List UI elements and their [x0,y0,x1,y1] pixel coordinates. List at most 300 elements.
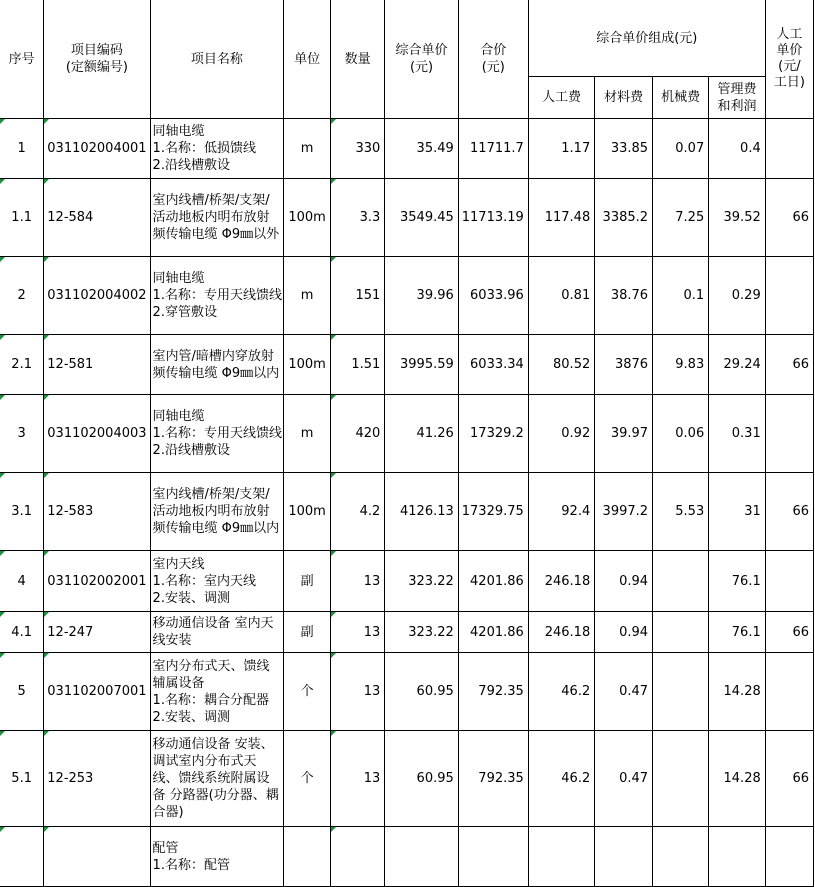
cell-qty[interactable] [331,731,385,827]
cell-qty[interactable] [331,827,385,887]
cell-total[interactable] [458,653,528,731]
cell-unit-text: 个 [300,771,314,786]
header-seq[interactable]: 序号 [0,0,44,119]
cell-qty[interactable] [331,551,385,612]
cell-labor[interactable] [528,551,594,612]
cell-seq[interactable] [0,395,44,473]
table-row [0,827,814,887]
cell-material[interactable] [595,612,653,653]
cell-indicator-icon [0,653,5,658]
cell-unit-price[interactable] [385,335,459,395]
cell-mgmt[interactable] [709,119,766,179]
cell-labor[interactable] [528,395,594,473]
cell-indicator-icon [331,257,336,262]
cell-material[interactable] [595,257,653,335]
cell-material-text: 3876 [614,357,649,372]
cell-material-text: 0.94 [619,624,649,640]
cell-labor[interactable] [528,653,594,731]
cell-code-text: 12-253 [47,771,94,786]
cell-qty-text: 330 [355,141,381,156]
cell-total[interactable] [458,335,528,395]
cell-unit[interactable] [284,612,331,653]
cell-labor-text: 80.52 [553,357,591,372]
cell-unit-text: m [300,426,314,441]
cell-labor-rate[interactable] [765,731,813,827]
cell-code[interactable] [44,653,150,731]
cell-material[interactable] [595,473,653,551]
cell-name[interactable] [150,731,284,827]
cell-total-text: 792.35 [478,771,524,786]
cell-total[interactable] [458,731,528,827]
cell-total-text: 6033.96 [470,288,524,303]
cell-unit-price[interactable] [385,731,459,827]
cell-unit[interactable] [284,335,331,395]
cell-qty-text: 13 [363,573,381,589]
header-code[interactable]: 项目编码 (定额编号) [44,0,150,119]
header-mgmt[interactable]: 管理费 和利润 [709,77,766,119]
cell-total-text: 4201.86 [470,624,524,640]
cell-mgmt[interactable] [709,731,766,827]
cell-unit-price-text: 4126.13 [400,504,454,519]
cell-unit-price-text: 60.95 [416,684,454,699]
cell-indicator-icon [331,119,336,124]
cell-material[interactable] [595,119,653,179]
cell-indicator-icon [331,473,336,478]
cell-material-text: 0.47 [619,684,649,699]
cell-labor-rate-text: 66 [792,624,809,640]
cell-qty[interactable] [331,257,385,335]
cell-labor[interactable] [528,827,594,887]
header-material[interactable]: 材料费 [595,77,653,119]
cell-total-text: 6033.34 [470,357,524,372]
cell-indicator-icon [0,257,5,262]
cell-indicator-icon [331,827,336,832]
cell-unit[interactable] [284,257,331,335]
cell-qty[interactable] [331,612,385,653]
cell-name[interactable] [150,395,284,473]
cell-labor-rate[interactable] [765,612,813,653]
cell-seq-text: 5.1 [11,771,32,786]
cell-indicator-icon [331,335,336,340]
cell-seq[interactable] [0,731,44,827]
cell-seq-text: 3 [17,426,26,441]
cell-code-text: 031102007001 [47,684,147,699]
cell-code[interactable] [44,731,150,827]
cell-seq-text: 1 [17,141,26,156]
table-row [0,257,814,335]
cell-name[interactable] [150,612,284,653]
header-machine[interactable]: 机械费 [653,77,709,119]
cell-qty-text: 13 [363,771,381,786]
cell-indicator-icon [44,653,49,658]
cell-indicator-icon [331,551,336,556]
cell-material-text: 0.47 [619,771,649,786]
cell-code[interactable] [44,395,150,473]
cell-indicator-icon [331,395,336,400]
cell-total-text: 11713.19 [461,210,524,225]
cell-total[interactable] [458,473,528,551]
cell-code[interactable] [44,179,150,257]
cell-labor-text: 46.2 [561,771,591,786]
cell-qty-text: 4.2 [359,504,381,519]
cell-mgmt[interactable] [709,473,766,551]
cell-labor[interactable] [528,179,594,257]
cell-code-text: 031102004001 [47,141,147,156]
cell-seq-text: 3.1 [11,504,32,519]
cell-labor-rate[interactable] [765,827,813,887]
cell-mgmt[interactable] [709,335,766,395]
cell-material[interactable] [595,395,653,473]
cell-mgmt[interactable] [709,179,766,257]
cell-labor-rate[interactable] [765,473,813,551]
cell-machine[interactable] [653,612,709,653]
cell-unit-price-text: 60.95 [416,771,454,786]
cell-unit-text: m [300,141,314,156]
cell-unit-price[interactable] [385,395,459,473]
cell-name-text: 室内天线 1.名称：室内天线 2.安装、调测 [152,556,256,606]
cell-machine[interactable] [653,653,709,731]
cell-seq[interactable] [0,551,44,612]
cell-mgmt[interactable] [709,612,766,653]
cell-material[interactable] [595,335,653,395]
cell-labor[interactable] [528,473,594,551]
cell-qty-text: 151 [355,288,381,303]
cell-unit[interactable] [284,731,331,827]
cell-name[interactable] [150,551,284,612]
cell-qty-text: 420 [355,426,381,441]
cell-qty-text: 13 [363,624,381,640]
cell-material-text: 0.94 [619,573,649,589]
cell-machine[interactable] [653,179,709,257]
cell-machine[interactable] [653,551,709,612]
cell-indicator-icon [44,827,49,832]
cell-labor-rate[interactable] [765,551,813,612]
cell-code[interactable] [44,551,150,612]
cell-unit-price-text: 323.22 [408,573,454,589]
cell-labor[interactable] [528,612,594,653]
cell-name[interactable] [150,653,284,731]
table-row [0,335,814,395]
cell-indicator-icon [331,612,336,617]
cell-seq[interactable] [0,653,44,731]
cell-seq-text: 2.1 [11,357,32,372]
cell-unit-price-text: 3995.59 [400,357,454,372]
cell-indicator-icon [0,179,5,184]
cell-unit-price[interactable] [385,179,459,257]
cell-labor-text: 92.4 [561,504,591,519]
cell-seq[interactable] [0,612,44,653]
cell-indicator-icon [331,179,336,184]
table-row [0,395,814,473]
cell-indicator-icon [44,179,49,184]
cell-total-text: 11711.7 [470,141,524,156]
cell-code[interactable] [44,335,150,395]
cell-code-text: 031102004002 [47,288,147,303]
cell-seq[interactable] [0,257,44,335]
cell-machine-text: 0.06 [675,426,705,441]
table-row [0,473,814,551]
table-row [0,179,814,257]
cell-indicator-icon [0,335,5,340]
cell-indicator-icon [0,395,5,400]
cell-labor-rate[interactable] [765,653,813,731]
cell-machine[interactable] [653,473,709,551]
cell-indicator-icon [44,119,49,124]
cell-indicator-icon [331,653,336,658]
cell-unit-price[interactable] [385,257,459,335]
cell-machine-text: 7.25 [675,210,705,225]
cell-indicator-icon [44,731,49,736]
table-row [0,653,814,731]
cell-unit-price-text: 323.22 [408,624,454,640]
cell-code[interactable] [44,473,150,551]
cell-unit-text: 100m [288,210,326,225]
cell-material-text: 38.76 [610,288,649,303]
cell-total[interactable] [458,179,528,257]
cell-unit[interactable] [284,653,331,731]
cell-seq-text: 1.1 [11,210,32,225]
cell-unit-price[interactable] [385,653,459,731]
cell-material[interactable] [595,179,653,257]
cell-code[interactable] [44,827,150,887]
cell-material-text: 33.85 [610,141,649,156]
header-composition[interactable]: 综合单价组成(元) [528,0,765,77]
cell-seq[interactable] [0,179,44,257]
cell-qty-text: 13 [363,684,381,699]
cell-unit-text: 副 [300,573,314,589]
cell-labor[interactable] [528,335,594,395]
cell-machine-text: 5.53 [675,504,705,519]
cell-name-text: 移动通信设备 安装、调试室内分布式天线、馈线系统附属设备 分路器(功分器、耦合器) [152,737,279,820]
cell-indicator-icon [0,473,5,478]
cell-labor-text: 0.92 [561,426,591,441]
cell-qty[interactable] [331,119,385,179]
cell-name[interactable] [150,473,284,551]
cell-unit-text: 副 [300,624,314,640]
cell-name-text: 室内线槽/桥架/支架/活动地板内明布放射频传输电缆 Φ9㎜以内 [152,487,280,536]
cell-unit-price[interactable] [385,473,459,551]
header-name[interactable]: 项目名称 [150,0,284,119]
cell-name-text: 同轴电缆 1.名称：专用天线馈线 2.穿管敷设 [152,271,282,320]
table-row [0,551,814,612]
cell-mgmt-text: 0.29 [731,288,761,303]
cell-seq[interactable] [0,473,44,551]
cell-machine[interactable] [653,395,709,473]
cell-indicator-icon [331,731,336,736]
cell-seq[interactable] [0,827,44,887]
cell-seq-text: 4.1 [11,624,32,640]
cell-unit-text: 100m [288,357,326,372]
cell-total-text: 17329.75 [461,504,524,519]
cell-machine[interactable] [653,827,709,887]
cell-labor-rate[interactable] [765,119,813,179]
cell-material-text: 39.97 [610,426,649,441]
header-unit-price[interactable]: 综合单价 (元) [385,0,459,119]
cell-indicator-icon [44,612,49,617]
cell-code[interactable] [44,612,150,653]
cell-indicator-icon [44,395,49,400]
cell-qty[interactable] [331,473,385,551]
cell-material[interactable] [595,827,653,887]
cell-unit[interactable] [284,395,331,473]
cell-unit-price-text: 39.96 [416,288,454,303]
cell-total-text: 17329.2 [470,426,524,441]
cell-unit-price[interactable] [385,551,459,612]
cell-machine[interactable] [653,335,709,395]
cell-labor-rate-text: 66 [792,357,809,372]
cell-unit[interactable] [284,827,331,887]
cell-labor-text: 117.48 [544,210,591,225]
cell-labor-text: 46.2 [561,684,591,699]
cell-qty-text: 1.51 [351,357,381,372]
cell-machine-text: 0.1 [683,288,705,303]
cell-name-text: 室内分布式天、馈线辅属设备 1.名称：耦合分配器 2.安装、调测 [152,658,270,725]
cell-total[interactable] [458,612,528,653]
cell-total[interactable] [458,395,528,473]
header-total[interactable]: 合价 (元) [458,0,528,119]
cell-mgmt-text: 39.52 [723,210,761,225]
cell-mgmt[interactable] [709,827,766,887]
table-row [0,731,814,827]
cell-name[interactable] [150,827,284,887]
cell-total[interactable] [458,119,528,179]
cell-labor-rate-text: 66 [792,210,809,225]
cell-qty[interactable] [331,653,385,731]
cell-labor-rate[interactable] [765,335,813,395]
cell-mgmt-text: 14.28 [723,684,761,699]
cell-code[interactable] [44,257,150,335]
cell-seq-text: 4 [17,573,26,589]
cell-name-text: 同轴电缆 1.名称：低损馈线 2.沿线槽敷设 [152,124,256,173]
cell-unit-price[interactable] [385,612,459,653]
cell-unit-price-text: 3549.45 [400,210,454,225]
cell-labor-rate[interactable] [765,257,813,335]
cell-total-text: 4201.86 [470,573,524,589]
cell-machine[interactable] [653,119,709,179]
table-row [0,612,814,653]
header-labor[interactable]: 人工费 [528,77,594,119]
cell-qty[interactable] [331,335,385,395]
cell-mgmt-text: 0.4 [740,141,761,156]
cell-name[interactable] [150,119,284,179]
cell-seq[interactable] [0,119,44,179]
cell-unit-text: 100m [288,504,326,519]
cell-name[interactable] [150,257,284,335]
cell-labor-text: 246.18 [544,624,591,640]
cell-code-text: 12-583 [47,504,94,519]
cell-name-text: 同轴电缆 1.名称：专用天线馈线 2.沿线槽敷设 [152,409,282,458]
cell-total[interactable] [458,827,528,887]
cell-material-text: 3997.2 [602,504,649,519]
cell-name-text: 移动通信设备 室内天线安装 [152,616,274,648]
cell-total[interactable] [458,551,528,612]
cell-qty-text: 3.3 [359,210,381,225]
cell-unit-text: 个 [300,684,314,699]
cell-unit[interactable] [284,179,331,257]
cell-qty[interactable] [331,395,385,473]
cell-unit-text: m [300,288,314,303]
cell-unit[interactable] [284,551,331,612]
cell-seq[interactable] [0,335,44,395]
cell-code-text: 031102004003 [47,426,147,441]
cell-indicator-icon [0,119,5,124]
table-row [0,119,814,179]
cell-mgmt-text: 76.1 [731,624,761,640]
cell-mgmt[interactable] [709,257,766,335]
cell-name[interactable] [150,179,284,257]
cell-indicator-icon [0,612,5,617]
cell-machine-text: 0.07 [675,141,705,156]
cell-unit[interactable] [284,119,331,179]
cell-material[interactable] [595,551,653,612]
cell-indicator-icon [44,473,49,478]
cell-code-text: 12-247 [47,624,94,640]
cell-total[interactable] [458,257,528,335]
cell-labor-rate[interactable] [765,179,813,257]
cell-name[interactable] [150,335,284,395]
cell-machine[interactable] [653,731,709,827]
cell-name-text: 配管 1.名称：配管 [152,840,230,873]
cell-mgmt-text: 31 [744,504,761,519]
cell-material[interactable] [595,653,653,731]
cell-seq-text: 5 [17,684,26,699]
cell-mgmt-text: 0.31 [731,426,761,441]
cell-mgmt[interactable] [709,653,766,731]
cell-code-text: 12-581 [47,357,94,372]
cell-labor-text: 246.18 [544,573,591,589]
cell-unit-price-text: 35.49 [416,141,454,156]
header-labor-rate[interactable]: 人工 单价 (元/ 工日) [765,0,813,119]
cell-labor-rate[interactable] [765,395,813,473]
cell-indicator-icon [0,551,5,556]
cell-unit-price-text: 41.26 [416,426,454,441]
cell-mgmt-text: 14.28 [723,771,761,786]
cell-mgmt-text: 76.1 [731,573,761,589]
cell-code[interactable] [44,119,150,179]
cell-machine-text: 9.83 [675,357,705,372]
cell-machine[interactable] [653,257,709,335]
cell-unit[interactable] [284,473,331,551]
header-unit[interactable]: 单位 [284,0,331,119]
cell-labor[interactable] [528,731,594,827]
cell-unit-price[interactable] [385,827,459,887]
cell-seq-text: 2 [17,288,26,303]
cell-labor-text: 0.81 [561,288,591,303]
cell-mgmt-text: 29.24 [723,357,761,372]
cell-name-text: 室内管/暗槽内穿放射频传输电缆 Φ9㎜以内 [152,348,280,381]
cell-labor-text: 1.17 [561,141,591,156]
cell-code-text: 12-584 [47,210,94,225]
cell-qty[interactable] [331,179,385,257]
cell-labor-rate-text: 66 [792,504,809,519]
cell-material[interactable] [595,731,653,827]
cell-material-text: 3385.2 [602,210,649,225]
cell-total-text: 792.35 [478,684,524,699]
cell-labor[interactable] [528,257,594,335]
cell-labor-rate-text: 66 [792,771,809,786]
cell-indicator-icon [0,827,5,832]
header-qty[interactable]: 数量 [331,0,385,119]
cell-name-text: 室内线槽/桥架/支架/活动地板内明布放射频传输电缆 Φ9㎜以外 [152,193,280,242]
cell-mgmt[interactable] [709,551,766,612]
cell-code-text: 031102002001 [47,573,147,589]
cell-unit-price[interactable] [385,119,459,179]
cell-indicator-icon [44,551,49,556]
cell-mgmt[interactable] [709,395,766,473]
cell-labor[interactable] [528,119,594,179]
cell-indicator-icon [0,731,5,736]
cell-indicator-icon [44,335,49,340]
